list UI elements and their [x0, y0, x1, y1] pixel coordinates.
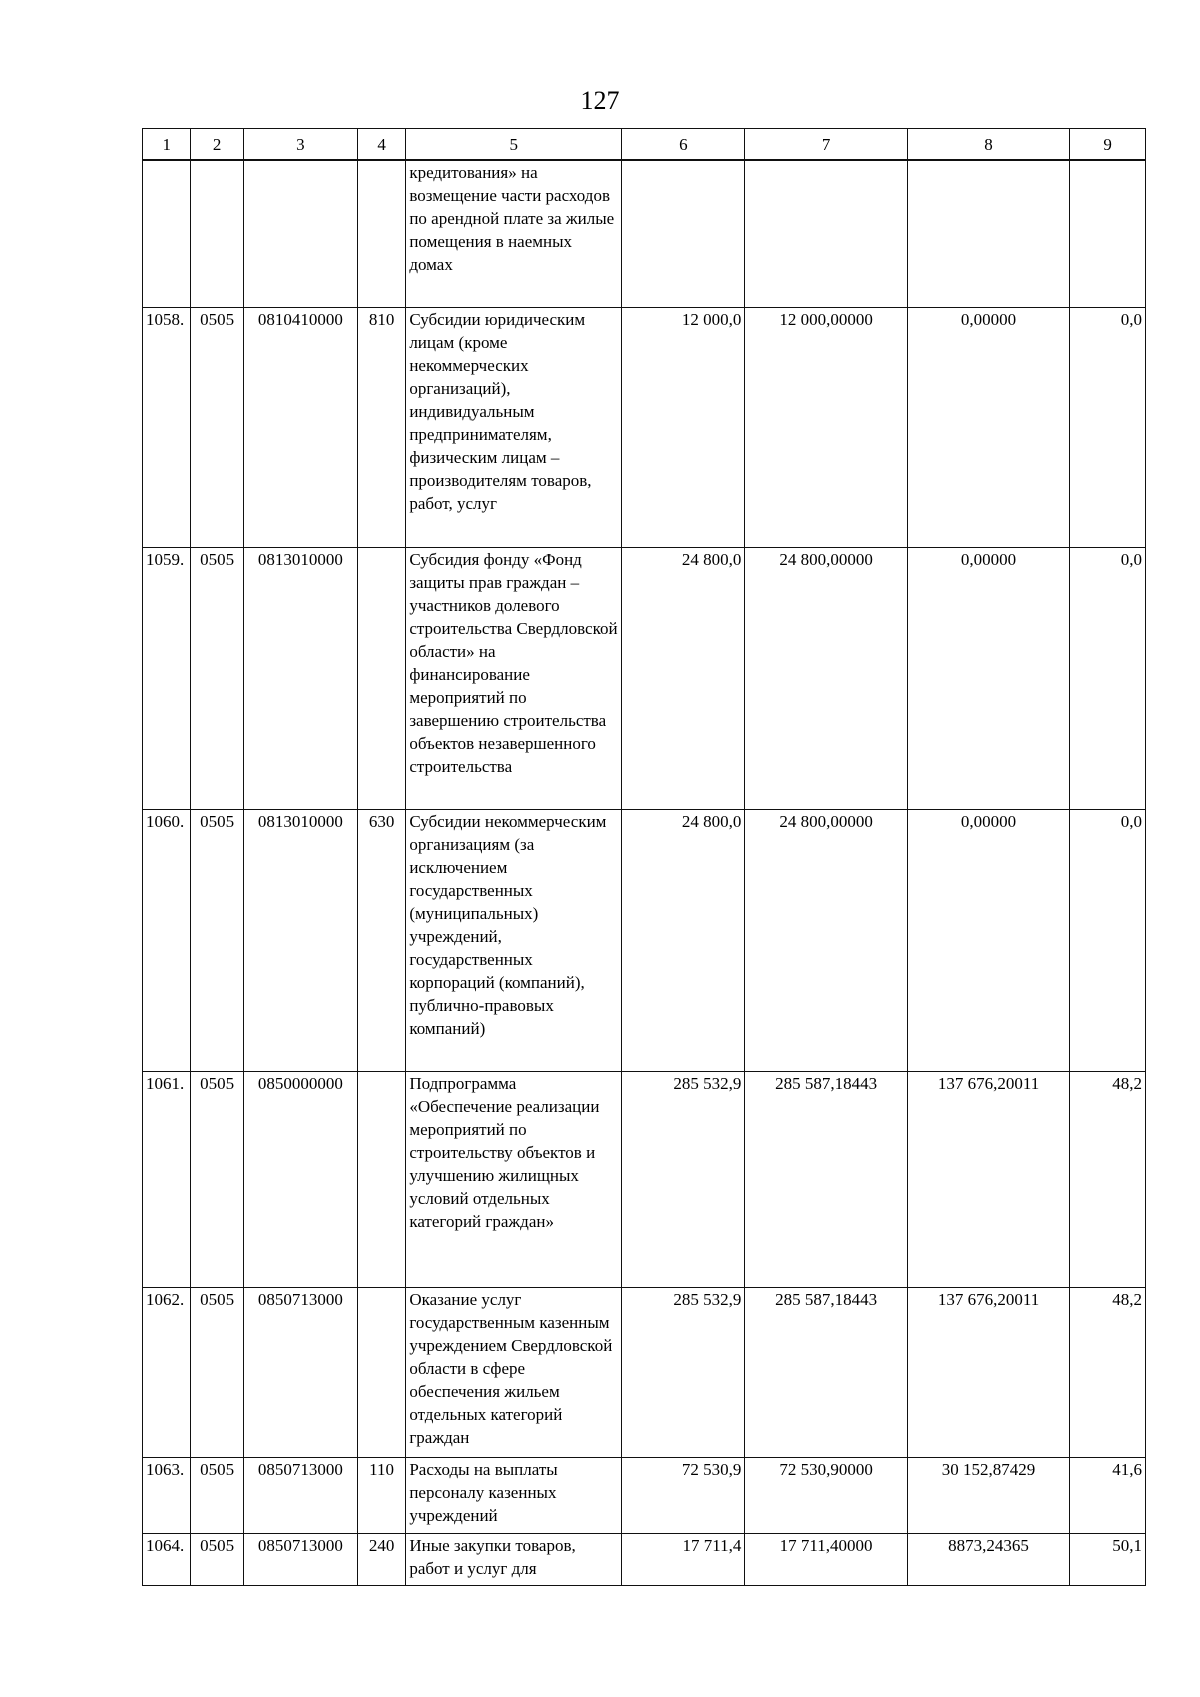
section-code: 0505: [191, 1287, 243, 1457]
description: Субсидии юридическим лицам (кроме некоммерческих организаций), индивидуальным предпринимателям, физическим лицам – производителям товаров, работ, услуг: [406, 307, 622, 547]
row-number: 1060.: [143, 809, 191, 1071]
continuation-no: [143, 160, 191, 307]
plan-amount: 12 000,0: [622, 307, 745, 547]
refined-amount: 24 800,00000: [745, 809, 907, 1071]
continuation-percent: [1070, 160, 1146, 307]
expense-type: [357, 547, 405, 809]
table-row: [143, 547, 1146, 809]
execution-percent: 48,2: [1070, 1071, 1146, 1287]
continuation-refined: [745, 160, 907, 307]
execution-percent: 0,0: [1070, 809, 1146, 1071]
section-code: 0505: [191, 1457, 243, 1533]
plan-amount: 72 530,9: [622, 1457, 745, 1533]
description: Расходы на выплаты персоналу казенных учреждений: [406, 1457, 622, 1533]
row-number: 1062.: [143, 1287, 191, 1457]
table-row: [143, 1071, 1146, 1287]
execution-percent: 0,0: [1070, 307, 1146, 547]
section-code: 0505: [191, 1533, 243, 1585]
continuation-description: кредитования» на возмещение части расходов по арендной плате за жилые помещения в наемных домах: [406, 160, 622, 307]
refined-amount: 285 587,18443: [745, 1287, 907, 1457]
continuation-executed: [907, 160, 1069, 307]
header-cell-3: 3: [243, 129, 357, 161]
table-row: [143, 809, 1146, 1071]
executed-amount: 30 152,87429: [907, 1457, 1069, 1533]
refined-amount: 12 000,00000: [745, 307, 907, 547]
table-row: [143, 307, 1146, 547]
table-row: [143, 1457, 1146, 1533]
target-code: 0850713000: [243, 1533, 357, 1585]
header-cell-9: 9: [1070, 129, 1146, 161]
header-cell-8: 8: [907, 129, 1069, 161]
expense-type: 110: [357, 1457, 405, 1533]
expense-type: 810: [357, 307, 405, 547]
header-cell-1: 1: [143, 129, 191, 161]
execution-percent: 48,2: [1070, 1287, 1146, 1457]
execution-percent: 50,1: [1070, 1533, 1146, 1585]
refined-amount: 72 530,90000: [745, 1457, 907, 1533]
table-row: [143, 1533, 1146, 1585]
expense-type: [357, 1287, 405, 1457]
executed-amount: 0,00000: [907, 307, 1069, 547]
plan-amount: 24 800,0: [622, 809, 745, 1071]
row-number: 1059.: [143, 547, 191, 809]
target-code: 0810410000: [243, 307, 357, 547]
description: Субсидия фонду «Фонд защиты прав граждан – участников долевого строительства Свердловской области» на финансирование мероприятий по завершению строительства объектов незавершенного строительства: [406, 547, 622, 809]
plan-amount: 24 800,0: [622, 547, 745, 809]
executed-amount: 137 676,20011: [907, 1071, 1069, 1287]
refined-amount: 17 711,40000: [745, 1533, 907, 1585]
header-row: [143, 129, 1146, 161]
target-code: 0850713000: [243, 1457, 357, 1533]
description: Оказание услуг государственным казенным учреждением Свердловской области в сфере обеспечения жильем отдельных категорий граждан: [406, 1287, 622, 1457]
expense-type: [357, 1071, 405, 1287]
refined-amount: 285 587,18443: [745, 1071, 907, 1287]
description: Подпрограмма «Обеспечение реализации мероприятий по строительству объектов и улучшению жилищных условий отдельных категорий граждан»: [406, 1071, 622, 1287]
section-code: 0505: [191, 1071, 243, 1287]
table-row: [143, 1287, 1146, 1457]
executed-amount: 137 676,20011: [907, 1287, 1069, 1457]
target-code: 0850000000: [243, 1071, 357, 1287]
section-code: 0505: [191, 307, 243, 547]
header-cell-6: 6: [622, 129, 745, 161]
expense-type: 240: [357, 1533, 405, 1585]
continuation-target: [243, 160, 357, 307]
section-code: 0505: [191, 547, 243, 809]
continuation-section: [191, 160, 243, 307]
header-cell-4: 4: [357, 129, 405, 161]
execution-percent: 0,0: [1070, 547, 1146, 809]
row-number: 1063.: [143, 1457, 191, 1533]
description: Субсидии некоммерческим организациям (за исключением государственных (муниципальных) учреждений, государственных корпораций (компаний), публично-правовых компаний): [406, 809, 622, 1071]
row-number: 1058.: [143, 307, 191, 547]
header-cell-2: 2: [191, 129, 243, 161]
page-number: 127: [580, 86, 620, 115]
target-code: 0813010000: [243, 547, 357, 809]
plan-amount: 285 532,9: [622, 1071, 745, 1287]
executed-amount: 0,00000: [907, 547, 1069, 809]
execution-percent: 41,6: [1070, 1457, 1146, 1533]
row-number: 1061.: [143, 1071, 191, 1287]
continuation-row: [143, 160, 1146, 307]
executed-amount: 8873,24365: [907, 1533, 1069, 1585]
plan-amount: 17 711,4: [622, 1533, 745, 1585]
continuation-type: [357, 160, 405, 307]
description: Иные закупки товаров, работ и услуг для: [406, 1533, 622, 1585]
expense-type: 630: [357, 809, 405, 1071]
executed-amount: 0,00000: [907, 809, 1069, 1071]
header-cell-5: 5: [406, 129, 622, 161]
refined-amount: 24 800,00000: [745, 547, 907, 809]
row-number: 1064.: [143, 1533, 191, 1585]
continuation-plan: [622, 160, 745, 307]
header-cell-7: 7: [745, 129, 907, 161]
section-code: 0505: [191, 809, 243, 1071]
target-code: 0850713000: [243, 1287, 357, 1457]
budget-table: [142, 128, 1146, 1586]
target-code: 0813010000: [243, 809, 357, 1071]
plan-amount: 285 532,9: [622, 1287, 745, 1457]
